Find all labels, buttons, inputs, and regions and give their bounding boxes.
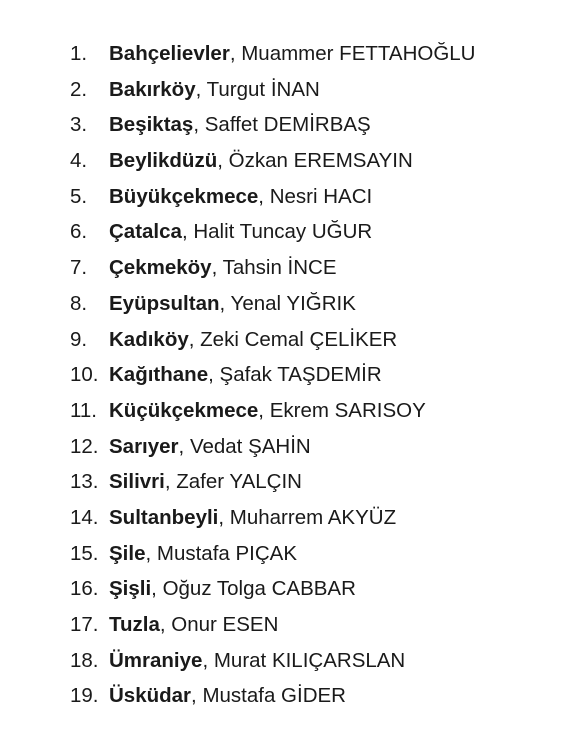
item-person: Zeki Cemal ÇELİKER bbox=[200, 327, 398, 351]
district-list bbox=[70, 36, 475, 714]
list-item: 3. Beşiktaş, Saffet DEMİRBAŞ bbox=[70, 107, 475, 143]
list-item: 15. Şile, Mustafa PIÇAK bbox=[70, 536, 475, 572]
item-number: 6. bbox=[70, 220, 88, 244]
list-item: 14. Sultanbeyli, Muharrem AKYÜZ bbox=[70, 500, 475, 536]
item-district: Sarıyer bbox=[109, 434, 179, 458]
list-item: 1. Bahçelievler, Muammer FETTAHOĞLU bbox=[70, 36, 475, 72]
list-item: 2. Bakırköy, Turgut İNAN bbox=[70, 72, 475, 108]
item-district: Tuzla bbox=[109, 613, 160, 636]
item-number: 3. bbox=[70, 113, 88, 137]
item-number: 9. bbox=[70, 327, 88, 351]
list-item: 16. Şişli, Oğuz Tolga CABBAR bbox=[70, 571, 475, 607]
item-person: Onur ESEN bbox=[171, 613, 279, 636]
item-number: 4. bbox=[70, 149, 88, 173]
item-person: Murat KILIÇARSLAN bbox=[213, 648, 406, 672]
item-district: Bahçelievler bbox=[109, 42, 230, 65]
item-district: Çatalca bbox=[109, 220, 182, 244]
item-number: 8. bbox=[70, 291, 88, 315]
item-district: Beylikdüzü bbox=[109, 149, 218, 173]
item-number: 12. bbox=[70, 434, 99, 458]
item-person: Nesri HACI bbox=[269, 184, 373, 208]
item-number: 1. bbox=[70, 42, 88, 65]
list-item: 13. Silivri, Zafer YALÇIN bbox=[70, 464, 475, 500]
item-person: Tahsin İNCE bbox=[222, 256, 337, 280]
item-district: Şişli bbox=[109, 577, 152, 601]
item-district: Küçükçekmece bbox=[109, 398, 259, 422]
item-number: 18. bbox=[70, 648, 99, 672]
item-district: Kadıköy bbox=[109, 327, 189, 351]
item-person: Özkan EREMSAYIN bbox=[228, 149, 413, 173]
item-district: Silivri bbox=[109, 470, 165, 494]
item-district: Şile bbox=[109, 541, 146, 565]
item-person: Oğuz Tolga CABBAR bbox=[162, 577, 356, 601]
item-district: Büyükçekmece bbox=[109, 184, 259, 208]
list-item: 11. Küçükçekmece, Ekrem SARISOY bbox=[70, 393, 475, 429]
item-person: Ekrem SARISOY bbox=[269, 398, 426, 422]
item-person: Turgut İNAN bbox=[206, 77, 320, 101]
list-item: 12. Sarıyer, Vedat ŞAHİN bbox=[70, 429, 475, 465]
list-item: 4. Beylikdüzü, Özkan EREMSAYIN bbox=[70, 143, 475, 179]
item-number: 17. bbox=[70, 613, 99, 636]
item-number: 5. bbox=[70, 184, 88, 208]
item-person: Vedat ŞAHİN bbox=[189, 434, 311, 458]
item-number: 19. bbox=[70, 684, 99, 708]
list-item: 10. Kağıthane, Şafak TAŞDEMİR bbox=[70, 357, 475, 393]
list-item: 17. Tuzla, Onur ESEN bbox=[70, 607, 475, 643]
item-district: Üsküdar bbox=[109, 684, 192, 708]
list-item: 19. Üsküdar, Mustafa GİDER bbox=[70, 678, 475, 714]
item-person: Zafer YALÇIN bbox=[176, 470, 302, 494]
item-district: Kağıthane bbox=[109, 363, 209, 387]
item-number: 15. bbox=[70, 541, 99, 565]
item-person: Saffet DEMİRBAŞ bbox=[204, 113, 371, 137]
item-district: Sultanbeyli bbox=[109, 505, 219, 529]
item-person: Mustafa PIÇAK bbox=[156, 541, 298, 565]
list-item: 5. Büyükçekmece, Nesri HACI bbox=[70, 179, 475, 215]
item-number: 2. bbox=[70, 77, 88, 101]
item-person: Muammer FETTAHOĞLU bbox=[241, 42, 476, 65]
list-item: 6. Çatalca, Halit Tuncay UĞUR bbox=[70, 214, 475, 250]
item-person: Mustafa GİDER bbox=[202, 684, 346, 708]
item-district: Çekmeköy bbox=[109, 256, 212, 280]
item-number: 7. bbox=[70, 256, 88, 280]
item-district: Eyüpsultan bbox=[109, 291, 220, 315]
item-person: Halit Tuncay UĞUR bbox=[193, 220, 373, 244]
list-item: 9. Kadıköy, Zeki Cemal ÇELİKER bbox=[70, 322, 475, 358]
item-person: Yenal YIĞRIK bbox=[230, 291, 356, 315]
list-item: 7. Çekmeköy, Tahsin İNCE bbox=[70, 250, 475, 286]
item-number: 10. bbox=[70, 363, 99, 387]
item-district: Beşiktaş bbox=[109, 113, 194, 137]
item-person: Şafak TAŞDEMİR bbox=[219, 363, 382, 387]
list-item: 8. Eyüpsultan, Yenal YIĞRIK bbox=[70, 286, 475, 322]
item-district: Ümraniye bbox=[109, 648, 203, 672]
item-number: 14. bbox=[70, 505, 99, 529]
item-district: Bakırköy bbox=[109, 77, 196, 101]
item-person: Muharrem AKYÜZ bbox=[229, 505, 397, 529]
item-number: 16. bbox=[70, 577, 99, 601]
list-item: 18. Ümraniye, Murat KILIÇARSLAN bbox=[70, 643, 475, 679]
item-number: 13. bbox=[70, 470, 99, 494]
item-number: 11. bbox=[70, 398, 97, 422]
